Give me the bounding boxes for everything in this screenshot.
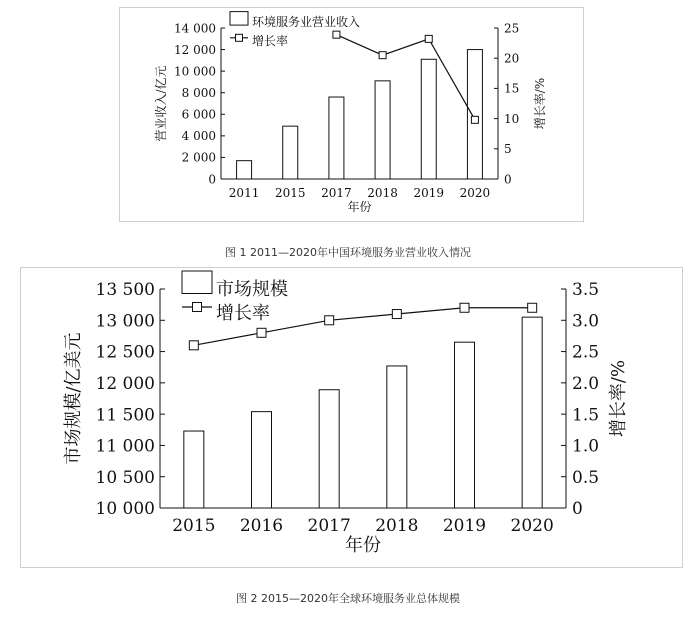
bar-mark [522, 317, 542, 508]
x-tick-label: 2020 [459, 186, 491, 200]
x-tick-label: 2015 [172, 516, 216, 536]
y2-tick-label: 0 [572, 499, 583, 520]
y2-tick-label: 0.5 [572, 467, 600, 488]
figure-2-caption: 图 2 2015—2020年全球环境服务业总体规模 [236, 592, 460, 605]
y-tick-label: 13 000 [95, 311, 155, 332]
growth-point [333, 31, 340, 38]
x-axis-label: 年份 [345, 535, 381, 556]
y2-tick-label: 1.5 [572, 405, 600, 426]
chart-figure-1 [119, 7, 584, 222]
growth-point [257, 328, 266, 337]
growth-line [336, 35, 474, 120]
bar-mark [375, 81, 390, 179]
y-tick-label: 13 500 [95, 280, 155, 301]
x-tick-label: 2019 [413, 186, 445, 200]
y-axis-label: 市场规模/亿美元 [63, 332, 84, 465]
y2-tick-label: 10 [504, 111, 520, 126]
y2-tick-label: 1.0 [572, 436, 600, 457]
y2-tick-label: 2.0 [572, 373, 600, 394]
y-tick-label: 10 500 [95, 467, 155, 488]
y2-tick-label: 20 [504, 51, 520, 66]
y2-tick-label: 15 [504, 81, 520, 96]
x-tick-label: 2015 [274, 186, 306, 200]
y2-axis-label: 增长率/% [608, 359, 629, 438]
growth-point [528, 303, 537, 312]
y-tick-label: 6 000 [181, 107, 216, 122]
bar-mark [421, 59, 436, 179]
growth-point [392, 310, 401, 319]
y-tick-label: 11 500 [95, 405, 155, 426]
x-tick-label: 2019 [442, 516, 487, 536]
legend-bar-label: 市场规模 [216, 279, 288, 300]
legend-bar-label: 环境服务业营业收入 [252, 15, 361, 29]
y2-tick-label: 5 [504, 142, 512, 157]
y2-tick-label: 25 [504, 21, 520, 36]
growth-point [471, 116, 478, 123]
y-tick-label: 10 000 [174, 64, 216, 79]
x-axis-label: 年份 [347, 200, 372, 214]
y-tick-label: 4 000 [181, 129, 216, 144]
chart-2-svg [21, 268, 684, 569]
growth-point [460, 303, 469, 312]
bar-mark [319, 390, 339, 508]
chart-1-svg [120, 8, 585, 223]
bar-mark [467, 50, 482, 179]
y-tick-label: 11 000 [95, 436, 155, 457]
y2-tick-label: 3.5 [572, 280, 600, 301]
x-tick-label: 2017 [307, 516, 351, 536]
bar-mark [237, 161, 252, 179]
x-tick-label: 2020 [510, 516, 554, 536]
y-tick-label: 2 000 [181, 150, 216, 165]
x-tick-label: 2011 [228, 186, 260, 200]
x-tick-label: 2018 [367, 186, 398, 200]
legend-bar-swatch [182, 271, 212, 294]
x-tick-label: 2017 [321, 186, 352, 200]
growth-point [425, 35, 432, 42]
bar-mark [283, 126, 298, 179]
y2-tick-label: 3.0 [572, 311, 600, 332]
y-tick-label: 10 000 [95, 499, 155, 520]
bar-mark [455, 342, 475, 508]
growth-point [379, 52, 386, 59]
bar-mark [387, 366, 407, 508]
bar-mark [252, 412, 272, 508]
y-axis-label: 营业收入/亿元 [154, 65, 168, 142]
legend-line-marker [236, 34, 243, 41]
y2-tick-label: 2.5 [572, 342, 600, 363]
y2-axis-label: 增长率/% [533, 77, 547, 130]
legend-bar-swatch [230, 12, 248, 26]
legend-line-label: 增长率 [216, 303, 270, 324]
y-tick-label: 14 000 [174, 21, 216, 36]
growth-point [189, 341, 198, 350]
bar-mark [184, 431, 204, 508]
x-tick-label: 2016 [239, 516, 284, 536]
y-tick-label: 0 [208, 172, 216, 187]
legend-line-marker [193, 303, 202, 312]
y-tick-label: 8 000 [181, 86, 216, 101]
y-tick-label: 12 500 [95, 342, 155, 363]
y-tick-label: 12 000 [95, 373, 155, 394]
bar-mark [329, 97, 344, 179]
legend-line-label: 增长率 [252, 34, 289, 48]
x-tick-label: 2018 [375, 516, 419, 536]
growth-point [325, 316, 334, 325]
figure-1-caption: 图 1 2011—2020年中国环境服务业营业收入情况 [225, 246, 471, 259]
y-tick-label: 12 000 [174, 42, 216, 57]
chart-figure-2 [20, 267, 683, 568]
y2-tick-label: 0 [504, 172, 512, 187]
